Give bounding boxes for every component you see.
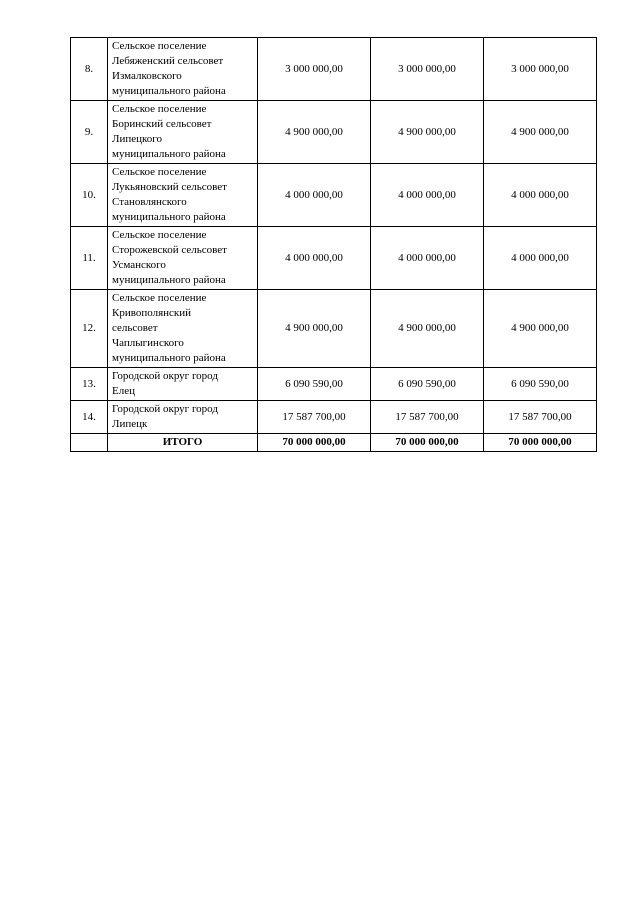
total-row-number — [71, 434, 108, 452]
municipality-name: Городской округ город Липецк — [108, 401, 258, 434]
amount-year-1: 3 000 000,00 — [258, 38, 371, 101]
amount-year-2: 3 000 000,00 — [371, 38, 484, 101]
amount-year-1: 4 900 000,00 — [258, 101, 371, 164]
row-number: 10. — [71, 164, 108, 227]
amount-year-3: 17 587 700,00 — [484, 401, 597, 434]
amount-year-1: 6 090 590,00 — [258, 368, 371, 401]
total-amount-year-2: 70 000 000,00 — [371, 434, 484, 452]
municipality-name: Городской округ город Елец — [108, 368, 258, 401]
total-row — [71, 434, 597, 452]
amount-year-2: 4 000 000,00 — [371, 164, 484, 227]
amount-year-1: 17 587 700,00 — [258, 401, 371, 434]
amount-year-3: 4 900 000,00 — [484, 290, 597, 368]
table-row — [71, 368, 597, 401]
row-number: 14. — [71, 401, 108, 434]
amount-year-3: 4 000 000,00 — [484, 164, 597, 227]
total-label: ИТОГО — [108, 434, 258, 452]
amount-year-2: 17 587 700,00 — [371, 401, 484, 434]
row-number: 8. — [71, 38, 108, 101]
total-amount-year-1: 70 000 000,00 — [258, 434, 371, 452]
amount-year-2: 4 900 000,00 — [371, 290, 484, 368]
row-number: 13. — [71, 368, 108, 401]
amount-year-3: 4 000 000,00 — [484, 227, 597, 290]
amount-year-1: 4 000 000,00 — [258, 164, 371, 227]
allocation-table — [70, 37, 597, 452]
amount-year-1: 4 000 000,00 — [258, 227, 371, 290]
amount-year-2: 6 090 590,00 — [371, 368, 484, 401]
table-row — [71, 38, 597, 101]
row-number: 9. — [71, 101, 108, 164]
amount-year-2: 4 000 000,00 — [371, 227, 484, 290]
table-row — [71, 227, 597, 290]
municipality-name: Сельское поселение Лебяженский сельсовет Измалковского муниципального района — [108, 38, 258, 101]
total-amount-year-3: 70 000 000,00 — [484, 434, 597, 452]
row-number: 12. — [71, 290, 108, 368]
table-row — [71, 101, 597, 164]
amount-year-3: 3 000 000,00 — [484, 38, 597, 101]
municipality-name: Сельское поселение Сторожевской сельсовет Усманского муниципального района — [108, 227, 258, 290]
amount-year-1: 4 900 000,00 — [258, 290, 371, 368]
municipality-name: Сельское поселение Кривополянский сельсовет Чаплыгинского муниципального района — [108, 290, 258, 368]
table-row — [71, 401, 597, 434]
municipality-name: Сельское поселение Лукьяновский сельсовет Становлянского муниципального района — [108, 164, 258, 227]
table-row — [71, 290, 597, 368]
row-number: 11. — [71, 227, 108, 290]
amount-year-3: 6 090 590,00 — [484, 368, 597, 401]
table-row — [71, 164, 597, 227]
municipality-name: Сельское поселение Боринский сельсовет Липецкого муниципального района — [108, 101, 258, 164]
amount-year-3: 4 900 000,00 — [484, 101, 597, 164]
amount-year-2: 4 900 000,00 — [371, 101, 484, 164]
